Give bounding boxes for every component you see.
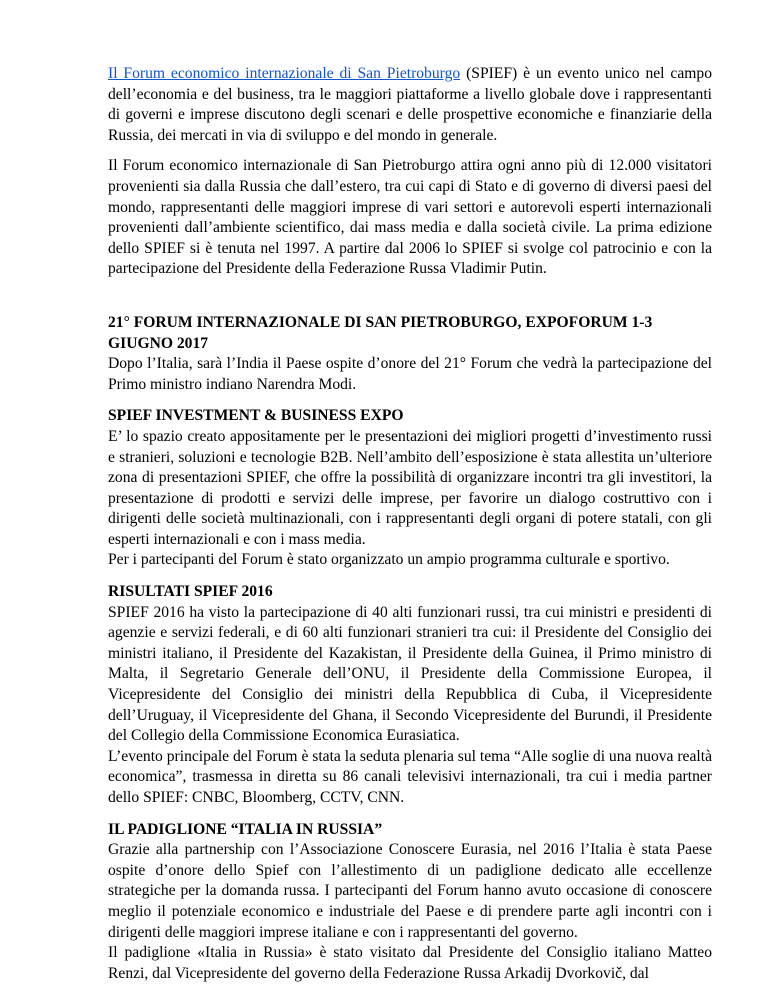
section-heading: SPIEF INVESTMENT & BUSINESS EXPO (108, 407, 404, 425)
intro-paragraph (108, 64, 712, 146)
spief-link[interactable]: Il Forum economico internazionale di San Pietroburgo (108, 65, 461, 82)
section-paragraph: SPIEF 2016 ha visto la partecipazione di 40 alti funzionari russi, tra cui ministri e presidenti di agenzie e servizi federali, e di 60 alti funzionari stranieri tra cui: il Presidente del Consiglio dei ministri italiano, il Presidente del Kazakistan, il Presidente della Guinea, il Primo ministro di Malta, il Segretario Generale dell’ONU, il Presidente della Commissione Europea, il Vicepresidente del Consiglio dei ministri della Repubblica di Cuba, il Vicepresidente dell’Uruguay, il Vicepresidente del Ghana, il Secondo Vicepresidente del Burundi, il Presidente del Collegio della Commissione Economica Eurasiatica. (108, 603, 712, 745)
section-forum-2017 (108, 313, 712, 395)
section-paragraph: Per i partecipanti del Forum è stato organizzato un ampio programma culturale e sportivo. (108, 551, 670, 569)
section-paragraph: Grazie alla partnership con l’Associazione Conoscere Eurasia, nel 2016 l’Italia è stata Paese ospite d’onore dello Spief con l’allestimento di un padiglione dedicato alle eccellenze strategiche per la domanda russa. I partecipanti del Forum hanno avuto occasione di conoscere meglio il potenziale economico e industriale del Paese e di prendere parte agli incontri con i dirigenti delle maggiori imprese italiane e con i rappresentanti del governo. (108, 841, 712, 941)
section-heading: 21° FORUM INTERNAZIONALE DI SAN PIETROBURGO, EXPOFORUM 1-3 GIUGNO 2017 (108, 313, 653, 352)
section-italia-pavilion (108, 820, 712, 985)
section-paragraph: E’ lo spazio creato appositamente per le presentazioni dei migliori progetti d’investimento russi e stranieri, soluzioni e tecnologie B2B. Nell’ambito dell’esposizione è stata allestita un’ulteriore zona di presentazioni SPIEF, che offre la possibilità di organizzare incontri tra gli investitori, la presentazione di prodotti e servizi delle imprese, per favorire un dialogo costruttivo con i dirigenti delle società multinazionali, con i rappresentanti degli organi di potere statali, con gli esperti internazionali e con i mass media. (108, 427, 712, 548)
section-paragraph: Dopo l’Italia, sarà l’India il Paese ospite d’onore del 21° Forum che vedrà la partecipazione del Primo ministro indiano Narendra Modi. (108, 355, 712, 393)
section-heading: IL PADIGLIONE “ITALIA IN RUSSIA” (108, 820, 383, 838)
spacer (108, 280, 712, 313)
section-paragraph: L’evento principale del Forum è stata la seduta plenaria sul tema “Alle soglie di una nuova realtà economica”, trasmessa in diretta su 86 canali televisivi internazionali, tra cui i media partner dello SPIEF: CNBC, Bloomberg, CCTV, CNN. (108, 747, 712, 806)
section-results-2016 (108, 582, 712, 809)
intro-text: (SPIEF) è un evento unico nel campo dell’economia e del business, tra le maggiori piattaforme a livello globale dove i rappresentanti di governi e imprese discutono degli scenari e delle prospettive economiche e finanziarie della Russia, dei mercati in via di sviluppo e del mondo in generale. (108, 65, 712, 144)
section-investment-expo (108, 406, 712, 571)
section-paragraph: Il padiglione «Italia in Russia» è stato visitato dal Presidente del Consiglio italiano Matteo Renzi, dal Vicepresidente del governo della Federazione Russa Arkadij Dvorkovič, dal (108, 944, 712, 982)
section-heading: RISULTATI SPIEF 2016 (108, 583, 273, 601)
intro-paragraph-2: Il Forum economico internazionale di San Pietroburgo attira ogni anno più di 12.000 visitatori provenienti sia dalla Russia che dall’estero, tra cui capi di Stato e di governo di diversi paesi del mondo, rappresentanti delle maggiori imprese di vari settori e autorevoli esperti internazionali provenienti dall’ambiente scientifico, dai mass media e dalla società civile. La prima edizione dello SPIEF si è tenuta nel 1997. A partire dal 2006 lo SPIEF si svolge col patrocinio e con la partecipazione del Presidente della Federazione Russa Vladimir Putin. (108, 157, 712, 278)
